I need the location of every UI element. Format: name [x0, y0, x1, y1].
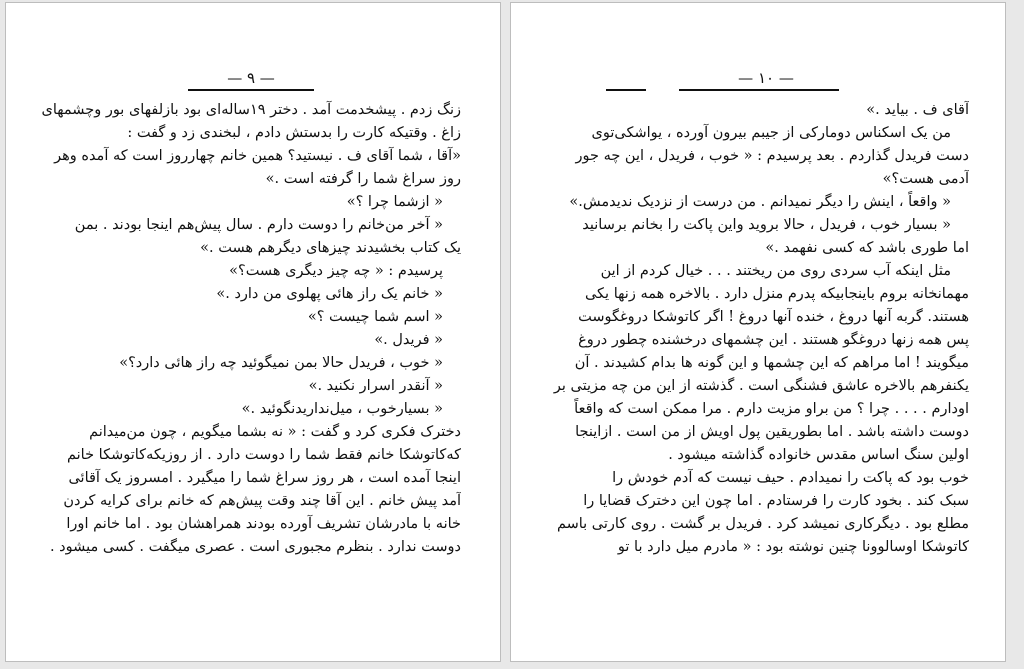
text-line: اما طوری باشد که کسی نفهمد .» — [765, 240, 969, 256]
header-rule — [679, 89, 839, 91]
text-line: سبک کند . بخود کارت را فرستادم . اما چون این دخترک قضایا را — [583, 493, 969, 509]
text-line: میگویند ! اما مراهم که این چشمها و این گونه ها بدام کشیدند . آن — [574, 355, 969, 371]
text-line: « بسیارخوب ، میل‌ندارید‌نگوئید .» — [241, 401, 443, 417]
text-line: آقای ف . بیاید .» — [866, 102, 969, 118]
right-page — [510, 2, 1006, 662]
text-line: « فریدل .» — [374, 332, 443, 348]
header-rule — [606, 89, 646, 91]
text-line: « خوب ، فریدل حالا بمن نمیگوئید چه راز هائی دارد؟» — [119, 355, 443, 371]
text-line: که‌کاتوشکا خانم فقط شما را دوست دارد . از روزیکه‌کاتوشکا خانم — [66, 447, 461, 463]
text-line: دوست ندارد . بنظرم مجبوری است . عصری میگفت . کسی میشود . — [49, 539, 461, 555]
text-line: دست فریدل گذاردم . بعد پرسیدم : « خوب ، فریدل ، این چه جور — [575, 148, 969, 164]
text-line: روز سراغ شما را گرفته است .» — [265, 171, 461, 187]
text-line: « آخر من‌خانم را دوست دارم . سال پیش‌هم اینجا بودند . بمن — [74, 217, 443, 233]
text-line: آمد پیش خانم . این آقا چند وقت پیش‌هم که خانم برای کرایه کردن — [63, 493, 461, 509]
text-line: اودارم . . . . چرا ؟ من براو مزیت دارم . مرا ممکن است که واقعاً — [574, 401, 969, 417]
text-line: یک کتاب بخشیدند چیزهای دیگرهم هست .» — [200, 240, 461, 256]
text-line: « ازشما چرا ؟» — [346, 194, 443, 210]
text-line: کاتوشکا اوسالوونا چنین نوشته بود : « مادرم میل دارد با تو — [617, 539, 969, 555]
text-line: دوست داشته باشد . اما بطوریقین پول اویش از من است . ازاینجا — [575, 424, 969, 440]
text-line: « آنقدر اسرار نکنید .» — [308, 378, 443, 394]
text-line: زاغ . وقتیکه کارت را بدستش دادم ، لبخندی زد و گفت : — [127, 125, 461, 141]
text-line: آدمی هست؟» — [882, 171, 969, 187]
text-line: پس همه زنها دروغگو هستند . این چشمهای درخشنده چطور دروغ — [578, 332, 969, 348]
text-line: اینجا آمده است ، هر روز سراغ شما را میگیرد . امسروز یک آقائی — [68, 470, 461, 486]
right-page-text — [539, 99, 969, 559]
text-line: مهمانخانه بروم باینجابیکه پدرم منزل دارد . بالاخره همه زنها یکی — [584, 286, 969, 302]
page-number: — ٩ — — [227, 69, 275, 87]
text-line: مثل اینکه آب سردی روی من ریختند . . . خیال کردم از این — [600, 263, 951, 279]
text-line: هستند. گربه آنها دروغ ، خنده آنها دروغ ! اگر کاتوشکا دروغگوست — [578, 309, 969, 325]
header-rule — [188, 89, 314, 91]
text-line: زنگ زدم . پیشخدمت آمد . دختر ۱۹ساله‌ای بود بازلفهای بور وچشمهای — [41, 102, 461, 118]
left-page — [5, 2, 501, 662]
text-line: خانه با مادرشان تشریف آورده بودند همراهشان بود . اما خانم اورا — [66, 516, 461, 532]
text-line: من یک اسکناس دومارکی از جیبم بیرون آورده ، یواشکی‌توی — [591, 125, 951, 141]
text-line: مطلع بود . دیگرکاری نمیشد کرد . فریدل بر گشت . روی کارتی باسم — [556, 516, 969, 532]
text-line: پرسیدم : « چه چیز دیگری هست؟» — [229, 263, 443, 279]
text-line: یکنفرهم بالاخره عاشق فشنگی است . گذشته از این من چه مزیتی بر — [553, 378, 969, 394]
left-page-text — [31, 99, 461, 559]
text-line: دخترک فکری کرد و گفت : « نه بشما میگویم ، چون من‌میدانم — [89, 424, 461, 440]
text-line: « بسیار خوب ، فریدل ، حالا بروید واین پاکت را بخانم برسانید — [582, 217, 951, 233]
text-line: « واقعاً ، اینش را دیگر نمیدانم . من درست از نزدیک ندیدمش.» — [569, 194, 951, 210]
text-line: اولین سنگ اساس مقدس خانواده گذاشته میشود . — [668, 447, 969, 463]
text-line: « اسم شما چیست ؟» — [307, 309, 443, 325]
text-line: «آقا ، شما آقای ف . نیستید؟ همین خانم چهارروز است که آمده وهر — [54, 148, 461, 164]
page-number: — ۱۰ — — [738, 69, 794, 87]
text-line: خوب بود که پاکت را نمیدادم . حیف نیست که آدم خودش را — [612, 470, 969, 486]
text-line: « خانم یک راز هائی پهلوی من دارد .» — [216, 286, 443, 302]
